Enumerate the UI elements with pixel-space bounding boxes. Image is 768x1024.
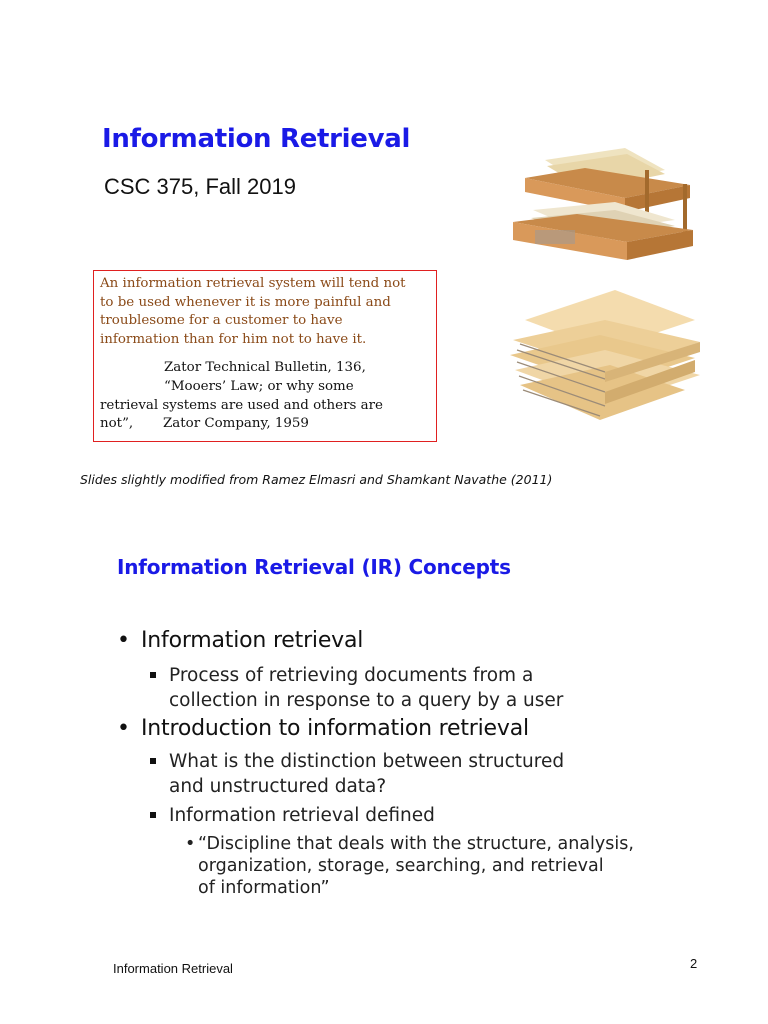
bullet-text: Introduction to information retrieval [141, 716, 529, 741]
sub-bullet-line: collection in response to a query by a user [169, 690, 564, 711]
bullet-item [117, 716, 529, 741]
attribution-line: “Mooers’ Law; or why some [164, 378, 354, 394]
square-bullet-icon [150, 672, 156, 678]
attribution-line: not”, Zator Company, 1959 [100, 416, 309, 432]
sub-bullet-line: Information retrieval defined [169, 805, 435, 826]
sub-bullet-line: What is the distinction between structured [169, 751, 565, 772]
page-number: 2 [690, 956, 698, 971]
sub-bullet-item [150, 663, 563, 713]
slide-credit: Slides slightly modified from Ramez Elmasri and Shamkant Navathe (2011) [80, 472, 553, 487]
sub-sub-bullet-line: of information” [198, 878, 330, 898]
sub-sub-bullet-line: organization, storage, searching, and retrieval [198, 856, 604, 876]
bullet-dot-icon: • [117, 716, 130, 741]
attribution-line: Zator Technical Bulletin, 136, [164, 360, 366, 376]
quote-line: information than for him not to have it. [100, 331, 367, 347]
quote-line: to be used whenever it is more painful and [100, 294, 391, 310]
quote-text [100, 275, 430, 349]
sub-sub-bullet-line: “Discipline that deals with the structure, analysis, [198, 834, 634, 854]
square-bullet-icon [150, 758, 156, 764]
stacked-folders-image [505, 280, 705, 430]
quote-attribution [100, 359, 430, 433]
sub-sub-bullet-item [185, 833, 634, 899]
bullet-dot-icon: • [185, 834, 196, 854]
quote-box [93, 270, 437, 442]
attribution-line: retrieval systems are used and others are [100, 397, 383, 413]
quote-line: troublesome for a customer to have [100, 313, 343, 329]
bullet-text: Information retrieval [141, 628, 364, 653]
sub-bullet-item [150, 803, 435, 828]
course-subtitle: CSC 375, Fall 2019 [104, 174, 296, 199]
wooden-file-trays-image [505, 140, 705, 265]
square-bullet-icon [150, 812, 156, 818]
bullet-item [117, 628, 363, 653]
sub-bullet-line: Process of retrieving documents from a [169, 665, 534, 686]
quote-line: An information retrieval system will tend not [100, 276, 406, 291]
sub-bullet-item [150, 749, 564, 799]
slide-footer: Information Retrieval [113, 961, 233, 976]
sub-bullet-line: and unstructured data? [169, 776, 387, 797]
concepts-title: Information Retrieval (IR) Concepts [117, 555, 511, 579]
slide-title: Information Retrieval [102, 124, 411, 154]
bullet-dot-icon: • [117, 628, 130, 653]
